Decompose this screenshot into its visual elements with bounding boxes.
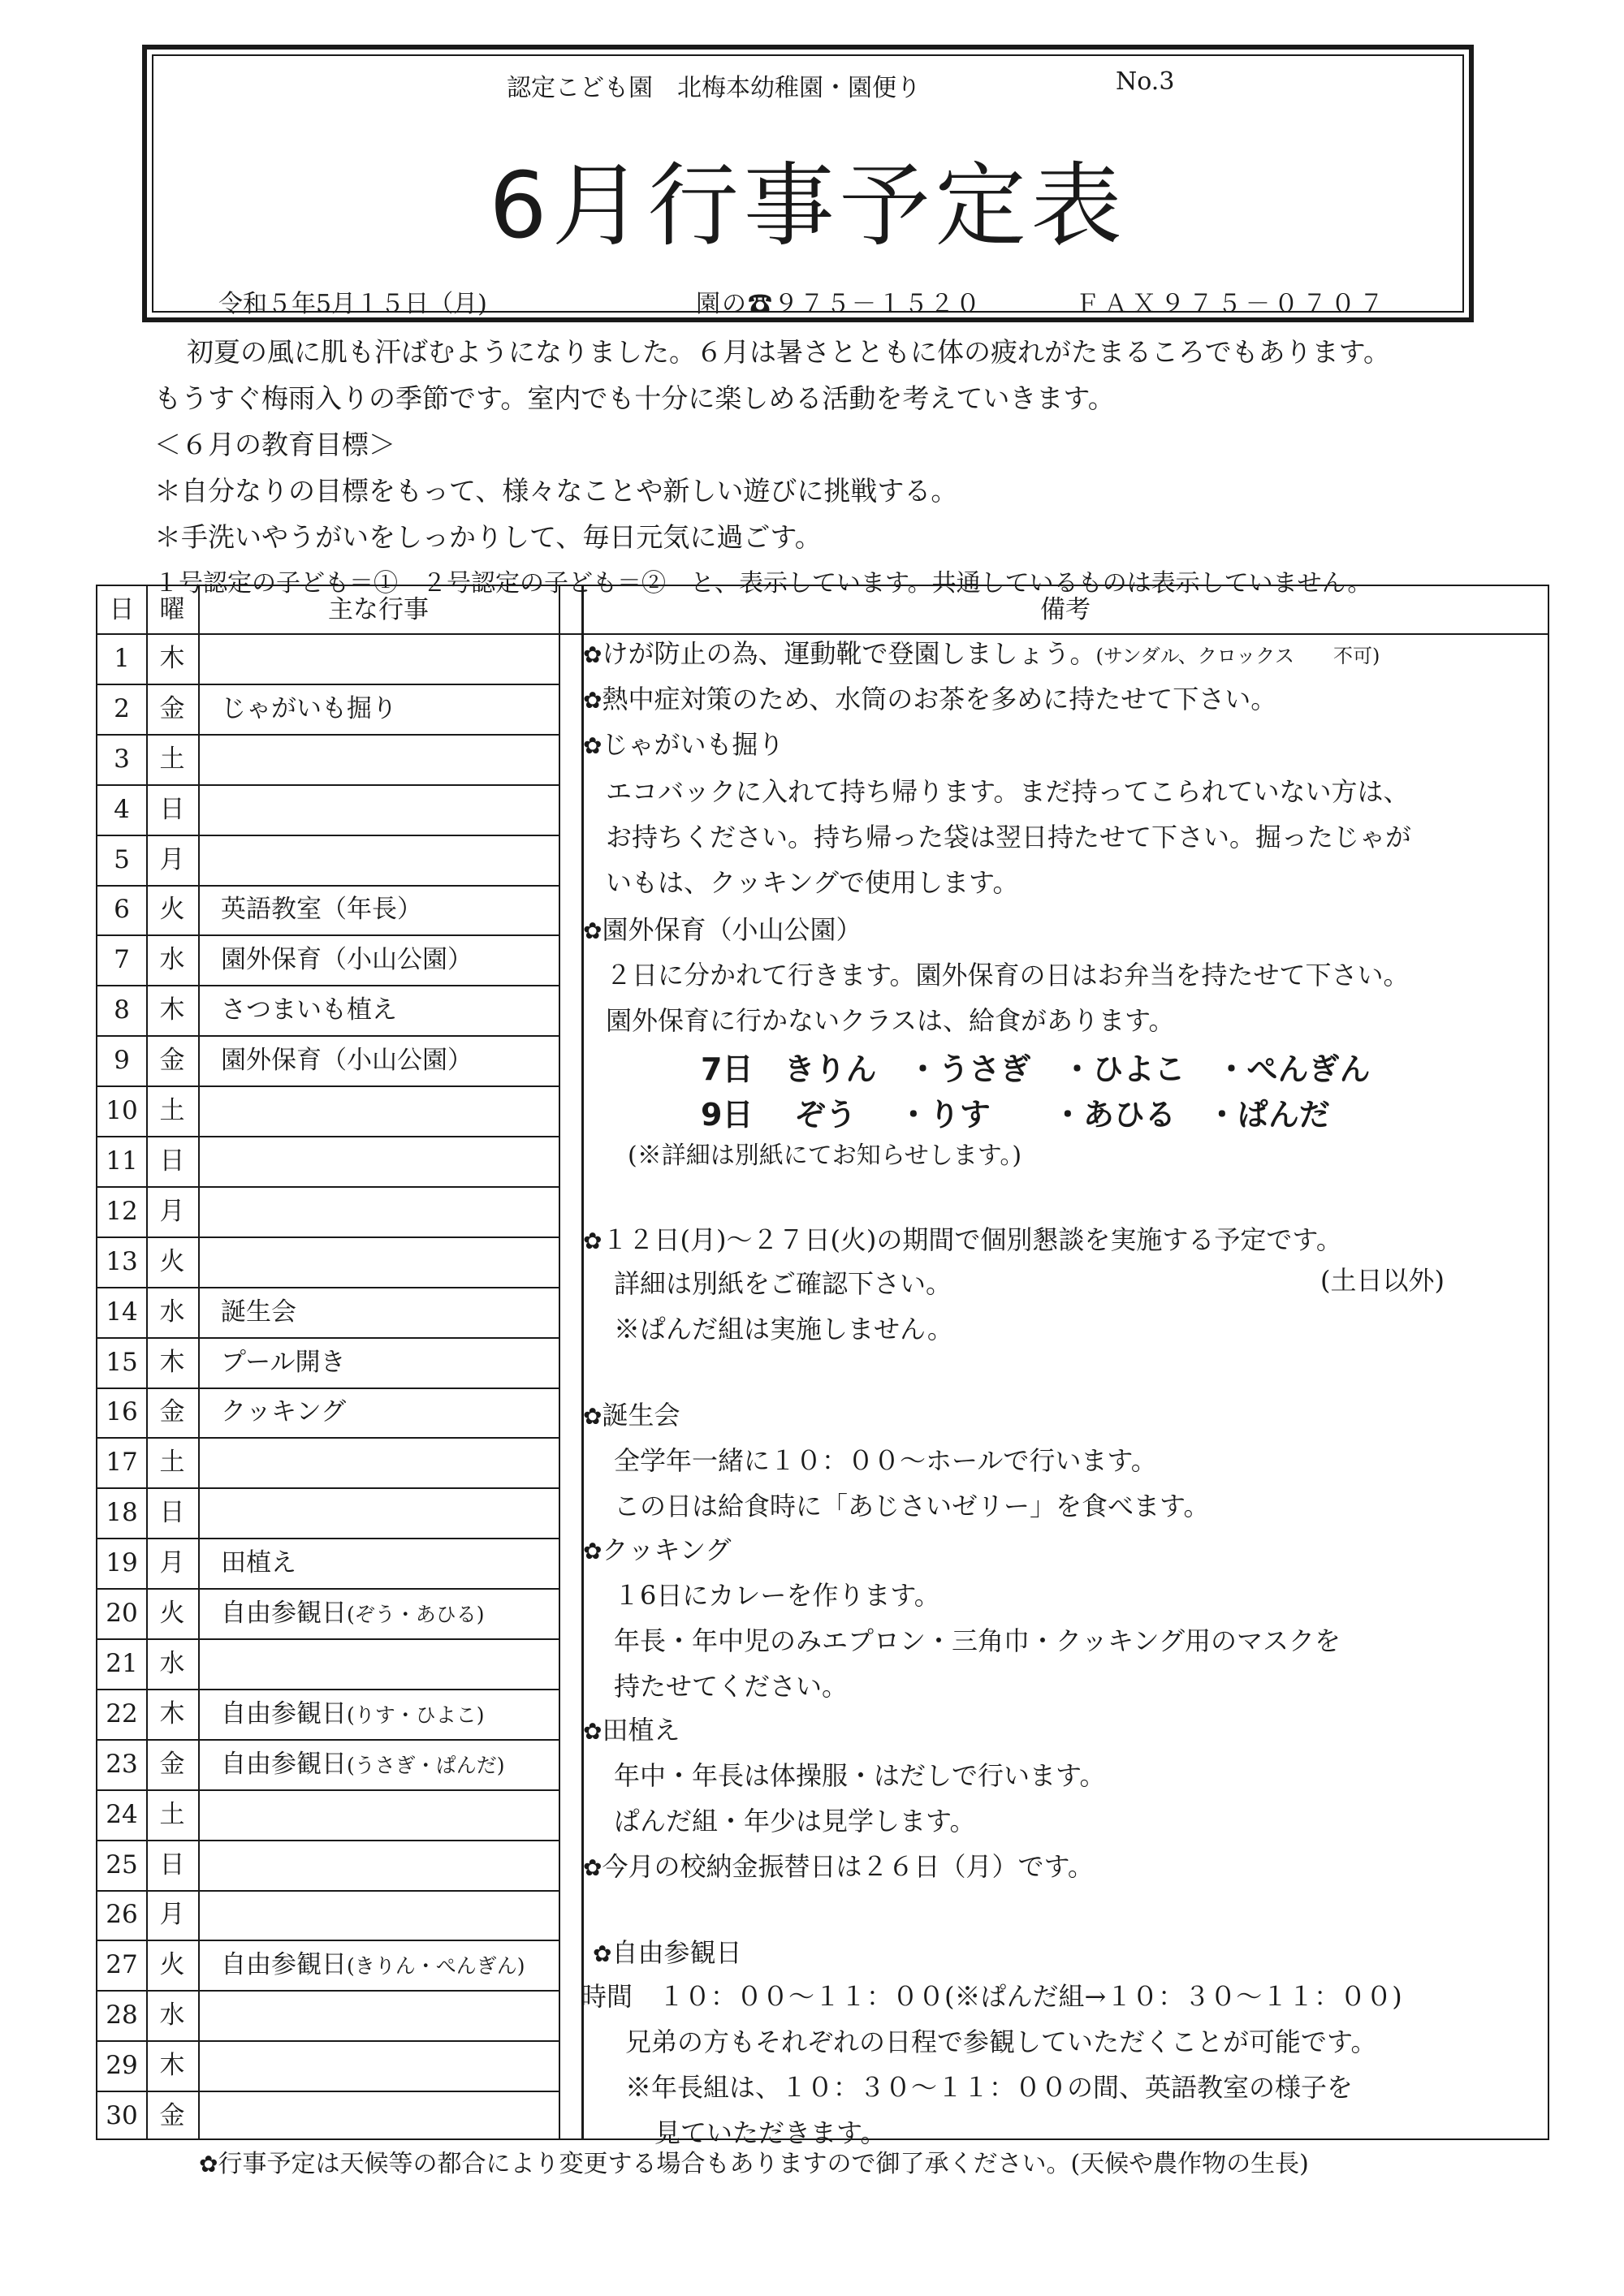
newsletter-org: 認定こども園 北梅本幼稚園・園便り <box>507 74 921 102</box>
flower-icon: ✿ <box>583 732 603 759</box>
intro-line-1: 初夏の風に肌も汗ばむようになりました。６月は暑さとともに体の疲れがたまるころでもあります。 <box>187 336 1391 368</box>
flower-icon: ✿ <box>583 1228 603 1254</box>
table-cell-day: 25 <box>106 1849 138 1880</box>
flower-icon: ✿ <box>593 1940 612 1967</box>
header-inner-border <box>152 54 1464 318</box>
excursion-detail-note: (※詳細は別紙にてお知らせします。) <box>628 1142 1022 1170</box>
table-cell-event: 自由参観日(きりん・ぺんぎん) <box>221 1950 525 1980</box>
note-potato-line: お持ちください。持ち帰った袋は翌日持たせて下さい。掘ったじゃが <box>606 822 1412 852</box>
note-cooking-line: 年長・年中児のみエプロン・三角巾・クッキング用のマスクを <box>614 1625 1341 1656</box>
table-cell-weekday: 水 <box>159 1648 185 1678</box>
table-cell-weekday: 火 <box>159 1246 185 1276</box>
table-cell-day: 30 <box>106 2101 138 2131</box>
table-cell-event <box>221 1188 554 1235</box>
table-cell-day: 8 <box>114 995 130 1025</box>
table-cell-event <box>221 836 554 883</box>
table-cell-day: 23 <box>106 1749 138 1779</box>
note-excursion-line: 園外保育に行かないクラスは、給食があります。 <box>606 1005 1175 1036</box>
note-interview-exception: (土日以外) <box>1320 1265 1445 1296</box>
table-cell-day: 22 <box>106 1698 138 1728</box>
intro-section <box>154 329 1494 606</box>
note-visit-heading: ✿自由参観日 <box>593 1937 742 1968</box>
note-visit-line: ※年長組は、１０：３０～１１：００の間、英語教室の様子を <box>625 2072 1354 2103</box>
table-cell-weekday: 日 <box>159 1498 185 1528</box>
table-cell-day: 4 <box>114 794 130 824</box>
table-cell-day: 28 <box>106 2000 138 2031</box>
table-cell-weekday: 木 <box>159 995 185 1025</box>
header-weekday: 曜 <box>159 595 185 624</box>
table-cell-weekday: 金 <box>159 1046 185 1076</box>
flower-icon: ✿ <box>583 917 603 944</box>
table-cell-weekday: 金 <box>159 1397 185 1427</box>
table-cell-day: 6 <box>114 895 130 925</box>
column-divider <box>198 586 200 2138</box>
table-cell-event: クッキング <box>221 1397 347 1427</box>
table-cell-day: 2 <box>114 693 130 723</box>
column-divider <box>559 586 560 2138</box>
table-cell-weekday: 月 <box>159 1548 185 1578</box>
note-birthday-heading: ✿誕生会 <box>583 1400 680 1431</box>
table-cell-day: 13 <box>106 1246 138 1276</box>
table-cell-weekday: 木 <box>159 1347 185 1377</box>
table-cell-weekday: 土 <box>159 1448 185 1478</box>
table-cell-weekday: 土 <box>159 1799 185 1829</box>
table-cell-day: 11 <box>106 1146 138 1176</box>
table-cell-day: 5 <box>114 844 130 874</box>
note-rice-line: ぱんだ組・年少は見学します。 <box>614 1806 976 1836</box>
note-shoes: ✿けが防止の為、運動靴で登園しましょう。(サンダル、クロックス 不可) <box>583 638 1380 669</box>
table-cell-event <box>221 2092 554 2139</box>
table-cell-weekday: 土 <box>159 744 185 774</box>
table-cell-event <box>221 736 554 783</box>
excursion-day7-classes: 7日 きりん ・うさぎ ・ひよこ ・ぺんぎん <box>701 1051 1371 1087</box>
flower-icon: ✿ <box>199 2151 218 2177</box>
phone-number: 園の☎９７５－１５２０ <box>696 290 982 318</box>
note-payment-date: ✿今月の校納金振替日は２６日（月）です。 <box>583 1851 1094 1882</box>
table-cell-event: プール開き <box>221 1347 346 1377</box>
table-cell-weekday: 木 <box>159 2051 185 2081</box>
header-day: 日 <box>109 595 135 624</box>
table-cell-day: 10 <box>106 1096 138 1126</box>
note-cooking-heading: ✿クッキング <box>583 1534 732 1565</box>
note-birthday-line: この日は給食時に「あじさいゼリー」を食べます。 <box>614 1491 1210 1521</box>
intro-line-2: もうすぐ梅雨入りの季節です。室内でも十分に楽しめる活動を考えていきます。 <box>154 382 1115 414</box>
note-rice-heading: ✿田植え <box>583 1715 680 1746</box>
note-rice-line: 年中・年長は体操服・はだしで行います。 <box>614 1760 1106 1791</box>
goal-1: ＊自分なりの目標をもって、様々なことや新しい遊びに挑戦する。 <box>154 475 958 507</box>
flower-icon: ✿ <box>583 1854 603 1881</box>
table-cell-event <box>221 1087 554 1134</box>
flower-icon: ✿ <box>583 687 603 714</box>
table-cell-weekday: 水 <box>159 2000 185 2031</box>
goal-2: ＊手洗いやうがいをしっかりして、毎日元気に過ごす。 <box>154 521 822 553</box>
note-visit-line: 兄弟の方もそれぞれの日程で参観していただくことが可能です。 <box>625 2026 1377 2057</box>
table-cell-event <box>221 1841 554 1888</box>
note-potato-heading: ✿じゃがいも掘り <box>583 729 784 760</box>
table-cell-weekday: 水 <box>159 945 185 975</box>
table-cell-day: 29 <box>106 2051 138 2081</box>
table-cell-day: 9 <box>114 1046 130 1076</box>
table-cell-day: 21 <box>106 1648 138 1678</box>
table-cell-day: 20 <box>106 1599 138 1629</box>
note-interview: ✿１２日(月)～２７日(火)の期間で個別懇談を実施する予定です。 <box>583 1224 1342 1255</box>
table-cell-day: 1 <box>114 643 130 673</box>
note-interview-line: ※ぱんだ組は実施しません。 <box>614 1314 953 1344</box>
note-visit-line: 見ていただきます。 <box>654 2117 887 2148</box>
table-cell-event: 園外保育（小山公園） <box>221 1046 473 1076</box>
table-cell-day: 19 <box>106 1548 138 1578</box>
table-cell-event <box>221 1489 554 1536</box>
table-cell-event <box>221 1439 554 1486</box>
table-cell-weekday: 火 <box>159 1950 185 1980</box>
table-cell-weekday: 月 <box>159 1196 185 1226</box>
table-cell-day: 7 <box>114 945 130 975</box>
table-cell-weekday: 火 <box>159 895 185 925</box>
fax-number: ＦＡＸ９７５－０７０７ <box>1075 290 1388 318</box>
note-interview-line: 詳細は別紙をご確認下さい。 <box>614 1268 952 1299</box>
table-cell-event: 自由参観日(ぞう・あひる) <box>221 1599 485 1629</box>
issue-number: No.3 <box>1116 67 1175 96</box>
table-cell-event <box>221 1891 554 1938</box>
excursion-day9-classes: 9日 ぞう ・りす ・あひる ・ぱんだ <box>701 1097 1330 1133</box>
table-cell-event: 誕生会 <box>221 1297 296 1327</box>
table-cell-day: 12 <box>106 1196 138 1226</box>
table-cell-weekday: 木 <box>159 1698 185 1728</box>
table-cell-event <box>221 1992 554 2039</box>
issue-date: 令和５年5月１５日（月) <box>218 290 487 318</box>
table-cell-day: 17 <box>106 1448 138 1478</box>
table-cell-weekday: 日 <box>159 794 185 824</box>
table-cell-day: 16 <box>106 1397 138 1427</box>
column-divider <box>581 586 584 2138</box>
flower-icon: ✿ <box>583 1718 603 1745</box>
flower-icon: ✿ <box>583 1403 603 1430</box>
table-cell-weekday: 水 <box>159 1297 185 1327</box>
table-cell-weekday: 金 <box>159 2101 185 2131</box>
table-cell-event: 田植え <box>221 1548 296 1578</box>
table-cell-weekday: 火 <box>159 1599 185 1629</box>
table-cell-weekday: 木 <box>159 643 185 673</box>
note-cooking-line: １6日にカレーを作ります。 <box>614 1580 940 1611</box>
table-cell-event: 園外保育（小山公園） <box>221 945 473 975</box>
note-cooking-line: 持たせてください。 <box>614 1671 849 1702</box>
table-cell-day: 26 <box>106 1900 138 1930</box>
table-cell-day: 15 <box>106 1347 138 1377</box>
table-cell-event: さつまいも植え <box>221 995 397 1025</box>
note-excursion-heading: ✿園外保育（小山公園） <box>583 914 862 945</box>
table-cell-event <box>221 2042 554 2089</box>
table-cell-event <box>221 1137 554 1185</box>
note-potato-line: いもは、クッキングで使用します。 <box>606 867 1019 898</box>
table-cell-day: 14 <box>106 1297 138 1327</box>
table-cell-event: 自由参観日(うさぎ・ぱんだ) <box>221 1749 505 1779</box>
note-excursion-line: ２日に分かれて行きます。園外保育の日はお弁当を持たせて下さい。 <box>606 960 1410 990</box>
table-cell-weekday: 月 <box>159 844 185 874</box>
note-heatstroke: ✿熱中症対策のため、水筒のお茶を多めに持たせて下さい。 <box>583 684 1277 714</box>
header-box <box>142 45 1474 322</box>
table-cell-event: じゃがいも掘り <box>221 693 397 723</box>
legend-line: １号認定の子ども＝① ２号認定の子ども＝② と、表示しています。共通しているものは表示していません。 <box>154 569 1372 598</box>
table-cell-weekday: 金 <box>159 693 185 723</box>
flower-icon: ✿ <box>583 641 603 668</box>
table-cell-day: 18 <box>106 1498 138 1528</box>
note-birthday-line: 全学年一緒に１０：００～ホールで行います。 <box>614 1445 1157 1476</box>
table-cell-day: 24 <box>106 1799 138 1829</box>
table-cell-event <box>221 1238 554 1285</box>
table-cell-event <box>221 1640 554 1687</box>
table-cell-event <box>221 635 554 682</box>
header-event: 主な行事 <box>328 595 429 624</box>
page-title: 6月行事予定表 <box>489 153 1127 259</box>
table-cell-event: 自由参観日(りす・ひよこ) <box>221 1698 485 1728</box>
flower-icon: ✿ <box>583 1538 603 1564</box>
table-cell-event <box>221 786 554 833</box>
table-cell-day: 3 <box>114 744 130 774</box>
header-notes: 備考 <box>1040 595 1091 624</box>
note-potato-line: エコバックに入れて持ち帰ります。まだ持ってこられていない方は、 <box>606 776 1410 807</box>
table-cell-weekday: 金 <box>159 1749 185 1779</box>
note-visit-time: 時間 １０：００～１１：００(※ぱんだ組→１０：３０～１１：００) <box>581 1981 1402 2012</box>
table-cell-day: 27 <box>106 1950 138 1980</box>
table-cell-weekday: 日 <box>159 1146 185 1176</box>
table-cell-weekday: 日 <box>159 1849 185 1880</box>
footer-note: ✿行事予定は天候等の都合により変更する場合もありますので御了承ください。(天候や農作物の生長) <box>199 2150 1309 2178</box>
table-cell-event: 英語教室（年長） <box>221 895 422 925</box>
table-cell-event <box>221 1791 554 1838</box>
goal-heading: ＜６月の教育目標＞ <box>154 429 395 460</box>
table-cell-weekday: 土 <box>159 1096 185 1126</box>
table-cell-weekday: 月 <box>159 1900 185 1930</box>
